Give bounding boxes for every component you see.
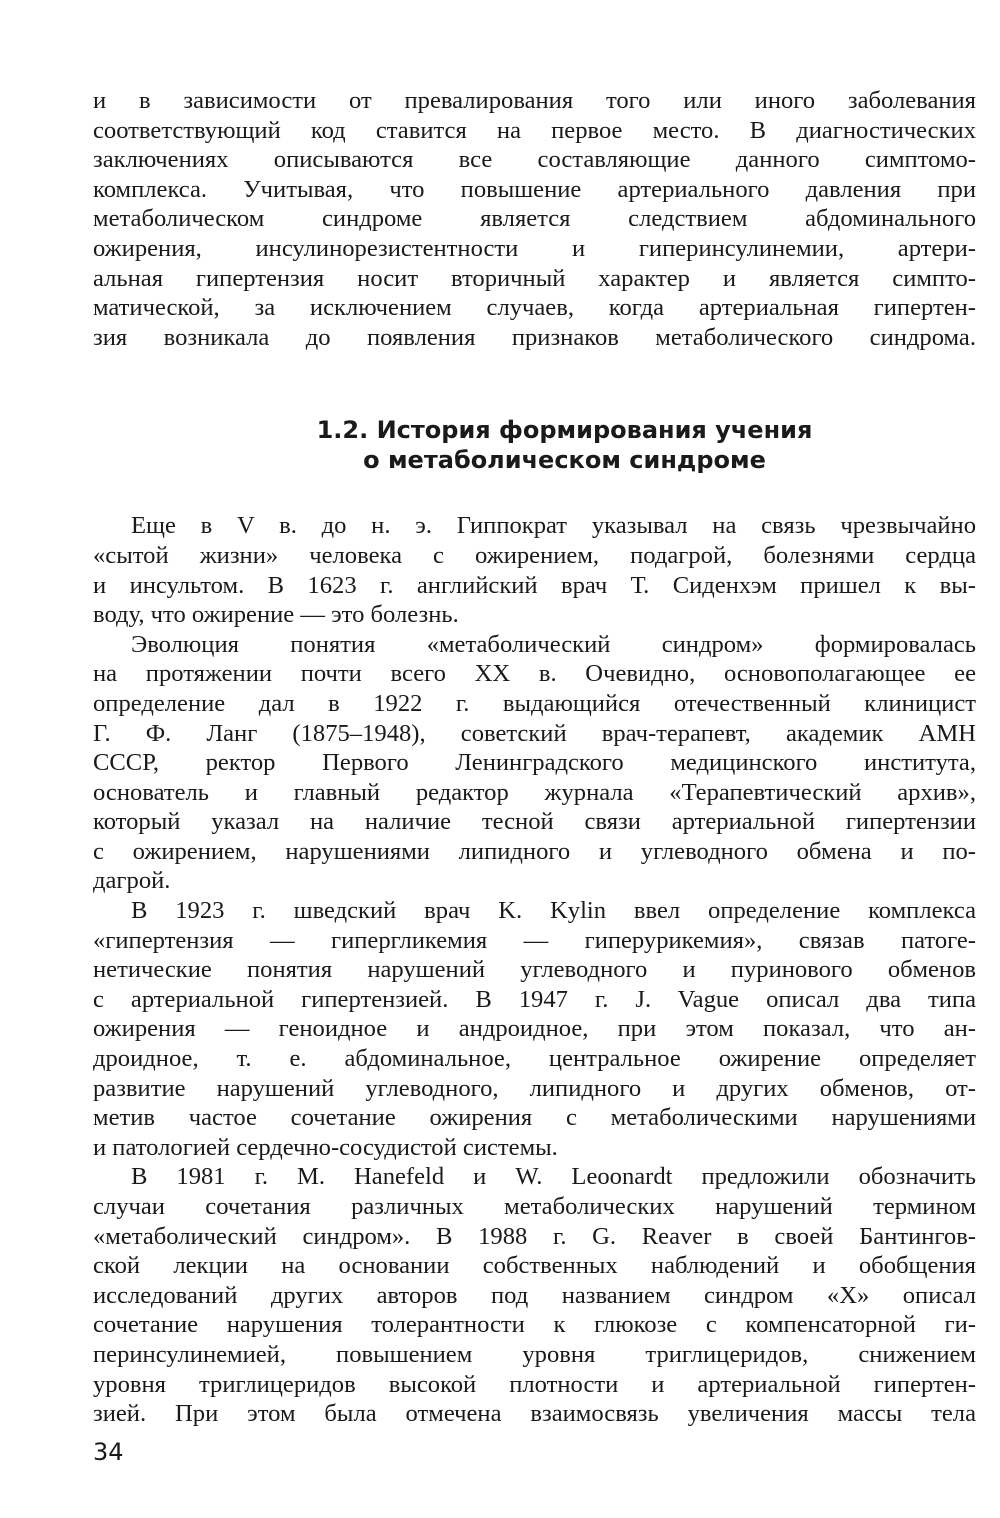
text-line: зией. При этом была отмечена взаимосвязь увеличения массы тела <box>93 1400 976 1428</box>
page-number: 34 <box>93 1438 124 1466</box>
section-heading-line-1: 1.2. История формирования учения <box>316 416 813 445</box>
text-line: развитие нарушений углеводного, липидного и других обменов, от- <box>93 1074 976 1102</box>
text-line: Еще в V в. до н. э. Гиппократ указывал на связь чрезвычайно <box>131 512 976 540</box>
text-line: и патологией сердечно-сосудистой системы. <box>93 1133 558 1161</box>
text-line: Г. Ф. Ланг (1875–1948), советский врач-терапевт, академик АМН <box>93 719 976 747</box>
text-line: и инсультом. В 1623 г. английский врач Т. Сиденхэм пришел к вы- <box>93 571 976 599</box>
text-line: В 1981 г. M. Hanefeld и W. Leoonardt предложили обозначить <box>131 1163 976 1191</box>
text-line: В 1923 г. шведский врач K. Kylin ввел определение комплекса <box>131 897 976 925</box>
text-line: соответствующий код ставится на первое место. В диагностических <box>93 116 976 144</box>
text-line: с ожирением, нарушениями липидного и углеводного обмена и по- <box>93 837 976 865</box>
text-line: дагрой. <box>93 867 171 895</box>
text-line: перинсулинемией, повышением уровня триглицеридов, снижением <box>93 1340 976 1368</box>
text-line: воду, что ожирение — это болезнь. <box>93 601 459 629</box>
text-line: заключениях описываются все составляющие данного симптомо- <box>93 146 976 174</box>
section-heading-line-2: о метаболическом синдроме <box>363 446 766 475</box>
paragraph-hanefeld <box>93 1162 976 1428</box>
text-line: комплекса. Учитывая, что повышение артериального давления при <box>93 175 976 203</box>
text-line: Эволюция понятия «метаболический синдром» формировалась <box>131 630 976 658</box>
text-line: матической, за исключением случаев, когда артериальная гипертен- <box>93 294 976 322</box>
text-line: дроидное, т. е. абдоминальное, центральное ожирение определяет <box>93 1045 976 1073</box>
text-line: метив частое сочетание ожирения с метаболическими нарушениями <box>93 1104 976 1132</box>
text-line: определение дал в 1922 г. выдающийся отечественный клиницист <box>93 689 976 717</box>
text-line: нетические понятия нарушений углеводного и пуринового обменов <box>93 956 976 984</box>
text-line: ожирения — геноидное и андроидное, при этом показал, что ан- <box>93 1015 976 1043</box>
text-line: метаболическом синдроме является следствием абдоминального <box>93 205 976 233</box>
text-line: ожирения, инсулинорезистентности и гиперинсулинемии, артери- <box>93 234 976 262</box>
text-line: с артериальной гипертензией. В 1947 г. J. Vague описал два типа <box>93 985 976 1013</box>
paragraph-hippocrates <box>93 511 976 629</box>
text-line: на протяжении почти всего XX в. Очевидно, основополагающее ее <box>93 660 976 688</box>
text-line: «сытой жизни» человека с ожирением, подагрой, болезнями сердца <box>93 541 976 569</box>
page-body <box>93 86 976 1429</box>
text-line: «гипертензия — гипергликемия — гиперурикемия», связав патоге- <box>93 926 976 954</box>
text-line: «метаболический синдром». В 1988 г. G. Reaver в своей Бантингов- <box>93 1222 976 1250</box>
text-line: сочетание нарушения толерантности к глюкозе с компенсаторной ги- <box>93 1311 976 1339</box>
text-line: ской лекции на основании собственных наблюдений и обобщения <box>93 1252 976 1280</box>
paragraph-continuation <box>93 86 976 352</box>
section-heading <box>93 415 976 475</box>
text-line: который указал на наличие тесной связи артериальной гипертензии <box>93 808 976 836</box>
text-line: уровня триглицеридов высокой плотности и артериальной гипертен- <box>93 1370 976 1398</box>
paragraph-lang <box>93 630 976 896</box>
text-line: СССР, ректор Первого Ленинградского медицинского института, <box>93 749 976 777</box>
text-line: основатель и главный редактор журнала «Терапевтический архив», <box>93 778 976 806</box>
paragraph-kylin <box>93 896 976 1162</box>
text-line: исследований других авторов под названием синдром «X» описал <box>93 1281 976 1309</box>
text-line: и в зависимости от превалирования того или иного заболевания <box>93 87 976 114</box>
text-line: альная гипертензия носит вторичный характер и является симпто- <box>93 264 976 292</box>
text-line: случаи сочетания различных метаболических нарушений термином <box>93 1193 976 1220</box>
text-line: зия возникала до появления признаков метаболического синдрома. <box>93 323 976 351</box>
